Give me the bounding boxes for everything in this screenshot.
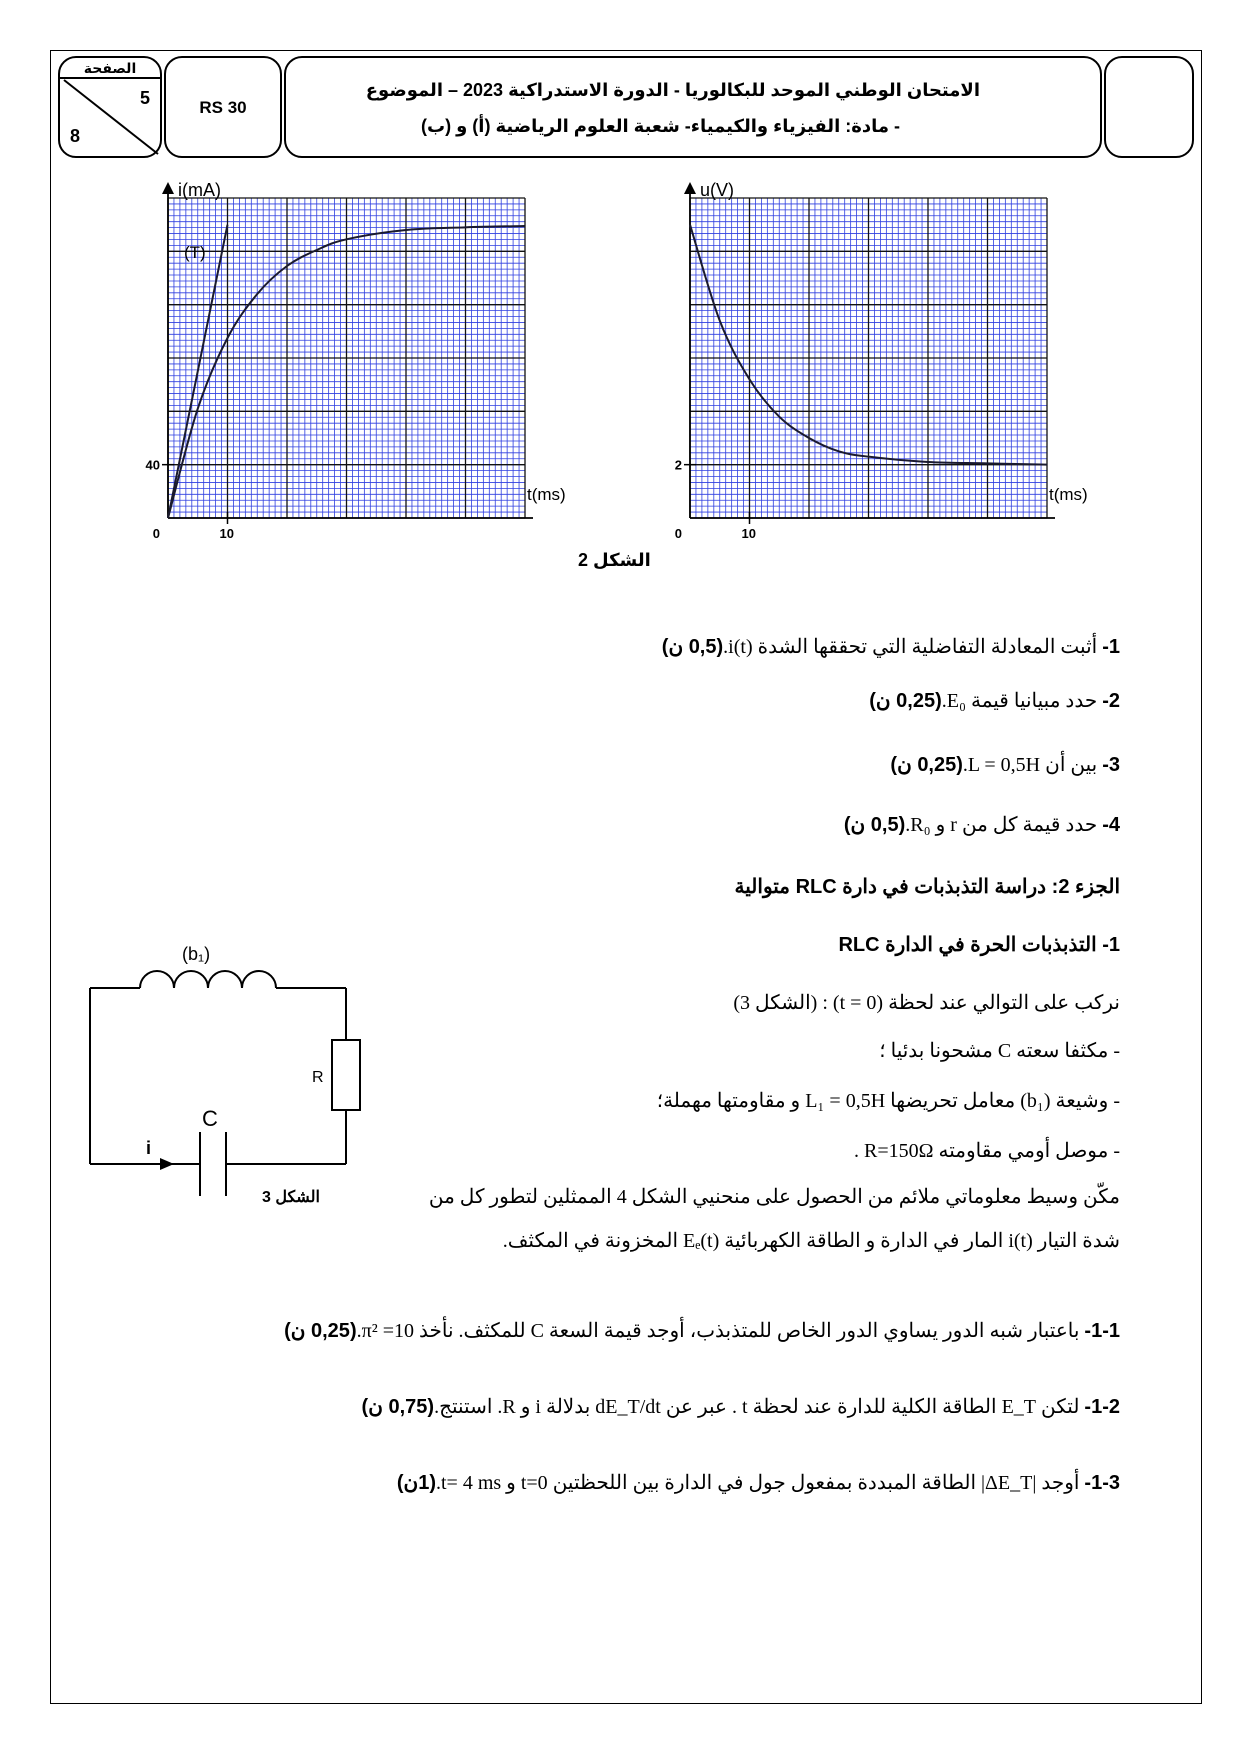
x-tick-label: 10 — [741, 526, 756, 541]
question-1-1: 1-1- باعتبار شبه الدور يساوي الدور الخاص للمتذبذب، أوجد قيمة السعة C للمكثف. نأخذ π² =10.(0,25 ن) — [284, 1320, 1120, 1342]
x-tick-label: 10 — [219, 526, 234, 541]
y-tick-label: 40 — [145, 457, 160, 473]
capacitor-label: C — [202, 1106, 218, 1131]
page-number: 5 — [139, 88, 150, 108]
coil-label: (b₁) — [182, 944, 211, 964]
origin-label: 0 — [674, 526, 682, 541]
exam-title-line1: الامتحان الوطني الموحد للبكالوريا - الدورة الاستدراكية 2023 – الموضوع — [365, 80, 980, 100]
coil-symbol — [140, 971, 276, 988]
paragraph-line2: شدة التيار i(t) المار في الدارة و الطاقة الكهربائية Eₑ(t) المخزونة في المكثف. — [502, 1230, 1120, 1252]
figure3-caption: الشكل 3 — [262, 1189, 320, 1206]
exam-title-box — [284, 56, 1102, 158]
y-axis-arrow-icon — [162, 182, 174, 194]
origin-label: 0 — [152, 526, 160, 541]
bullet-coil: - وشيعة (b₁) معامل تحريضها L₁ = 0,5H و مقاومتها مهملة؛ — [656, 1090, 1120, 1112]
question-1-2: 1-2- لتكن E_T الطاقة الكلية للدارة عند لحظة t . عبر عن dE_T/dt بدلالة i و R. استنتج.(0,75 ن) — [361, 1396, 1120, 1418]
header-empty-box — [1104, 56, 1194, 158]
exam-title-line2: - مادة: الفيزياء والكيمياء- شعبة العلوم الرياضية (أ) و (ب) — [421, 116, 900, 136]
current-graph — [120, 170, 566, 541]
y-axis-label: i(mA) — [178, 180, 221, 200]
paragraph-line1: مكّن وسيط معلوماتي ملائم من الحصول على منحنيي الشكل 4 الممثلين لتطور كل من — [428, 1186, 1120, 1208]
question-2: 2- حدد مبيانيا قيمة E₀.(0,25 ن) — [869, 690, 1120, 712]
resistor-label: R — [312, 1069, 324, 1086]
exam-code: RS 30 — [199, 98, 247, 117]
rlc-circuit — [80, 940, 390, 1210]
page-number-box — [58, 56, 162, 158]
y-axis-label: u(V) — [700, 180, 735, 200]
part2-title: الجزء 2: دراسة التذبذبات في دارة RLC متوالية — [734, 876, 1120, 898]
current-label: i — [146, 1138, 152, 1158]
bullet-capacitor: - مكثفا سعته C مشحونا بدئيا ؛ — [879, 1040, 1120, 1062]
section1-title: 1- التذبذبات الحرة في الدارة RLC — [838, 934, 1120, 956]
bullet-resistor: - موصل أومي مقاومته R=150Ω . — [854, 1140, 1120, 1162]
resistor-symbol — [332, 1040, 360, 1110]
question-3: 3- بين أن L = 0,5H.(0,25 ن) — [890, 754, 1120, 776]
x-axis-label: t(ms) — [527, 485, 566, 504]
voltage-graph — [660, 170, 1088, 541]
x-axis-label: t(ms) — [1049, 485, 1088, 504]
y-axis-arrow-icon — [684, 182, 696, 194]
page-label: الصفحة — [83, 60, 137, 76]
tangent-label: (T) — [184, 243, 206, 262]
question-1: 1- أثبت المعادلة التفاضلية التي تحققها الشدة i(t).(0,5 ن) — [661, 636, 1120, 658]
figure2-caption: الشكل 2 — [578, 550, 651, 570]
y-tick-label: 2 — [674, 457, 682, 473]
intro-text: نركب على التوالي عند لحظة (t = 0) : (الشكل 3) — [733, 992, 1120, 1014]
question-1-3: 1-3- أوجد |ΔE_T| الطاقة المبددة بمفعول جول في الدارة بين اللحظتين t=0 و t= 4 ms.(1ن) — [396, 1472, 1120, 1494]
question-4: 4- حدد قيمة كل من r و R₀.(0,5 ن) — [843, 814, 1120, 836]
exam-code-box — [164, 56, 282, 158]
current-arrow-icon — [160, 1158, 174, 1170]
page-total: 8 — [70, 126, 81, 146]
